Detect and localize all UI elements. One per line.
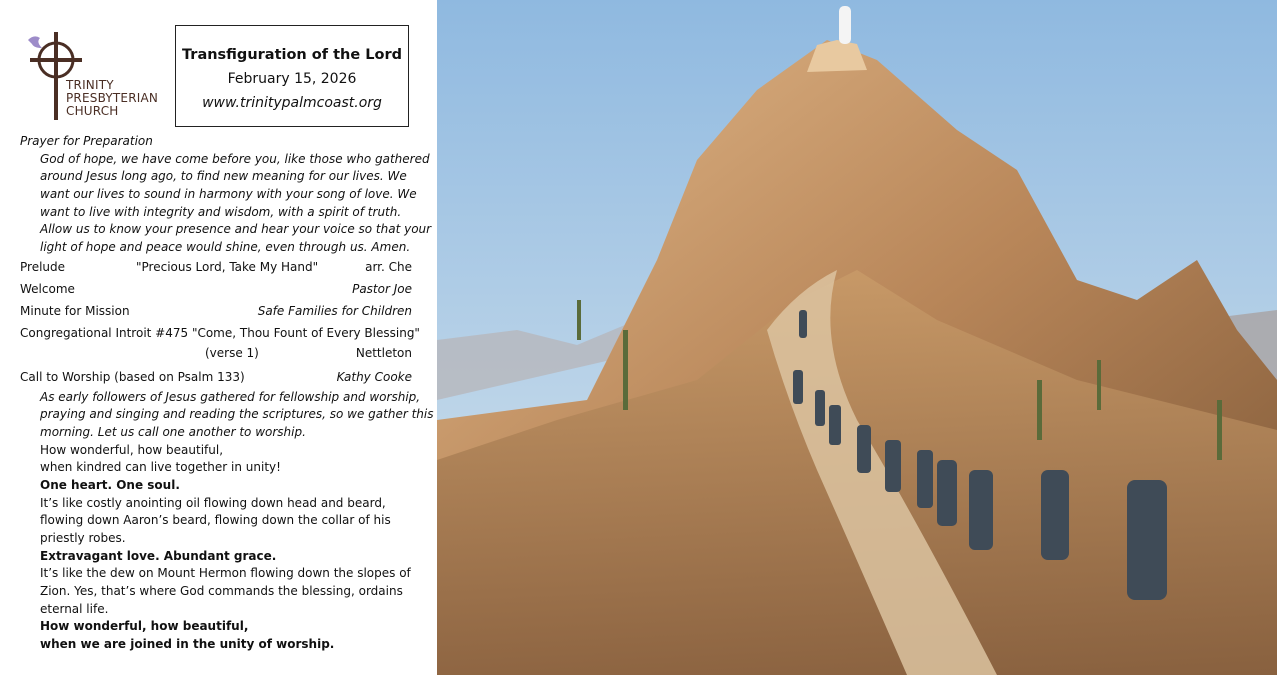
service-title: Transfiguration of the Lord	[182, 47, 402, 63]
mission-label: Minute for Mission	[20, 303, 130, 318]
mountain-hikers-photo	[437, 0, 1277, 675]
people-response: One heart. One soul.	[40, 477, 180, 492]
church-website[interactable]: www.trinitypalmcoast.org	[202, 95, 382, 111]
service-date: February 15, 2026	[227, 71, 357, 87]
introit-label: Congregational Introit #475 "Come, Thou Fount of Every Blessing"	[20, 325, 420, 340]
introit-verse-row	[20, 345, 412, 363]
prayer-line: Allow us to know your presence and hear your voice so that your	[40, 222, 432, 237]
welcome-credit: Pastor Joe	[352, 281, 412, 296]
prayer-line: want to live with integrity and wisdom, with a spirit of truth.	[40, 204, 402, 219]
white-robed-figure	[839, 6, 851, 44]
leader-line: It’s like costly anointing oil flowing down head and beard,	[40, 495, 386, 510]
people-response: when we are joined in the unity of worship.	[40, 637, 335, 652]
church-name-line1: TRINITY	[66, 78, 114, 92]
service-header	[175, 25, 409, 127]
church-logo	[26, 30, 166, 122]
prayer-line: light of hope and peace would shine, even through us. Amen.	[40, 240, 411, 255]
leader-line: when kindred can live together in unity!	[40, 460, 281, 475]
prelude-title: "Precious Lord, Take My Hand"	[136, 259, 319, 274]
church-name	[66, 79, 158, 118]
order-of-worship	[20, 133, 434, 654]
introit-verse: (verse 1)	[205, 345, 259, 360]
introit-tune: Nettleton	[355, 345, 412, 360]
prayer-line: want our lives to sound in harmony with your song of love. We	[40, 187, 417, 202]
call-intro-line: praying and singing and reading the scriptures, so we gather this	[40, 407, 434, 422]
call-intro-line: morning. Let us call one another to worship.	[40, 424, 306, 439]
church-name-line3: CHURCH	[66, 104, 119, 118]
leader-line: It’s like the dew on Mount Hermon flowing down the slopes of	[40, 566, 411, 581]
call-label: Call to Worship (based on Psalm 133)	[20, 369, 245, 384]
church-name-line2: PRESBYTERIAN	[66, 91, 159, 105]
leader-line: priestly robes.	[40, 531, 126, 545]
prelude-row	[20, 257, 412, 279]
welcome-row	[20, 279, 412, 301]
mission-credit: Safe Families for Children	[257, 303, 412, 318]
leader-line: How wonderful, how beautiful,	[40, 442, 224, 457]
introit-row	[20, 323, 420, 345]
people-response: Extravagant love. Abundant grace.	[40, 548, 277, 563]
leader-line: eternal life.	[40, 601, 109, 616]
welcome-label: Welcome	[20, 281, 75, 296]
call-intro-line: As early followers of Jesus gathered for fellowship and worship,	[40, 389, 421, 404]
prayer-line: around Jesus long ago, to find new meaning for our lives. We	[40, 169, 407, 184]
prayer-line: God of hope, we have come before you, like those who gathered	[40, 151, 430, 166]
call-row	[20, 367, 412, 389]
leader-line: flowing down Aaron’s beard, flowing down the collar of his	[40, 513, 391, 528]
prelude-label: Prelude	[20, 259, 66, 274]
leader-line: Zion. Yes, that’s where God commands the blessing, ordains	[40, 584, 403, 599]
mission-row	[20, 301, 412, 323]
prelude-credit: arr. Che	[365, 259, 412, 274]
mountain-illustration	[437, 0, 1277, 675]
call-credit: Kathy Cooke	[336, 369, 412, 384]
bulletin-page	[0, 0, 437, 675]
prayer-heading: Prayer for Preparation	[20, 134, 153, 148]
people-response: How wonderful, how beautiful,	[40, 619, 249, 634]
